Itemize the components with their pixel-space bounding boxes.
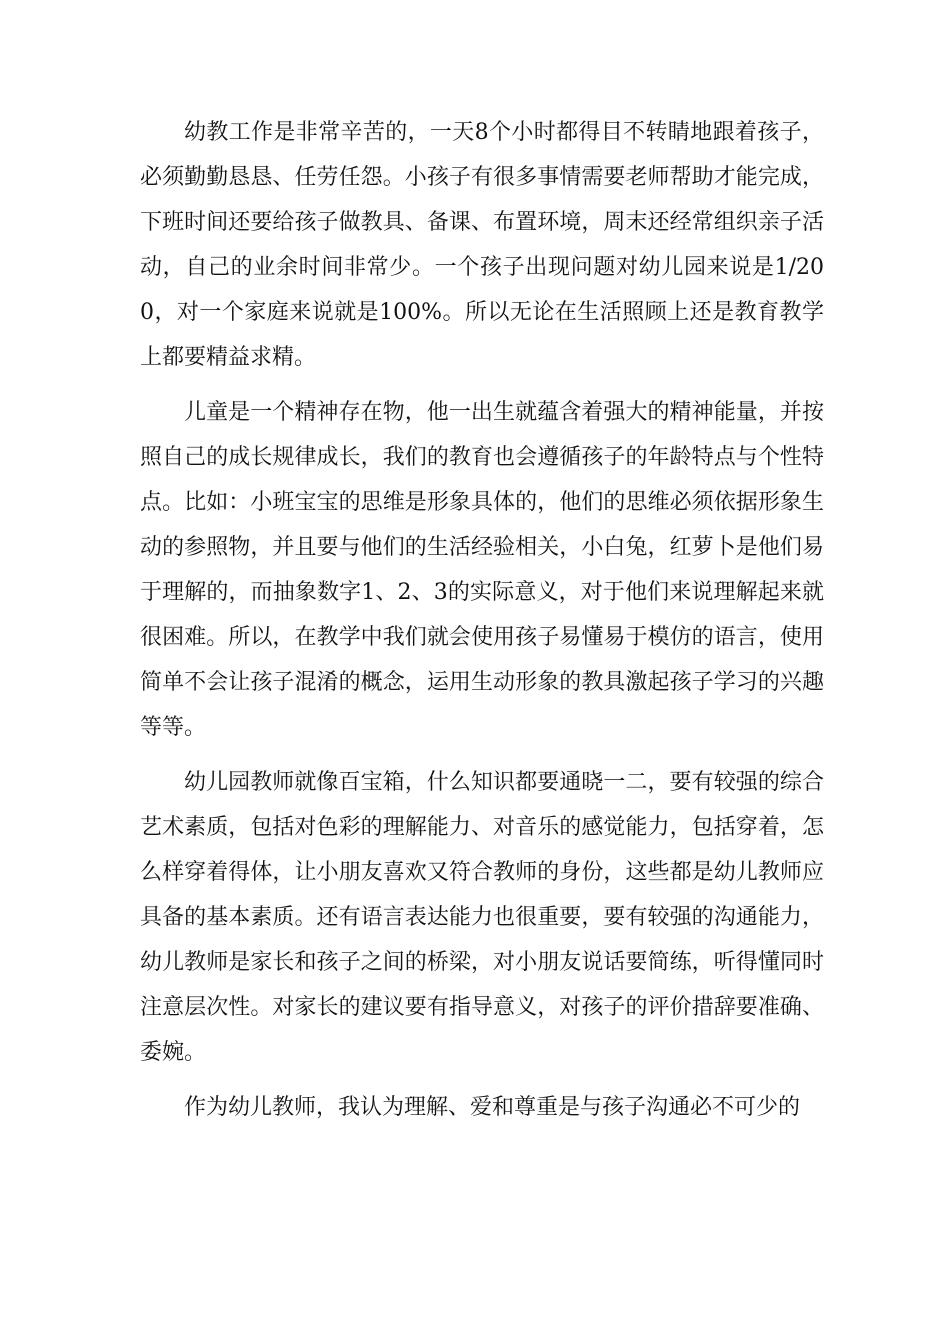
paragraph-2: 儿童是一个精神存在物，他一出生就蕴含着强大的精神能量，并按照自己的成长规律成长，我们的教育也会遵循孩子的年龄特点与个性特点。比如：小班宝宝的思维是形象具体的，他们的思维必须依据形象生动的参照物，并且要与他们的生活经验相关，小白兔，红萝卜是他们易于理解的，而抽象数字1、2、3的实际意义，对于他们来说理解起来就很困难。所以，在教学中我们就会使用孩子易懂易于模仿的语言，使用简单不会让孩子混淆的概念，运用生动形象的教具激起孩子学习的兴趣等等。 — [140, 400, 824, 740]
paragraph-4: 作为幼儿教师，我认为理解、爱和尊重是与孩子沟通必不可少的 — [184, 1095, 801, 1120]
document-body — [140, 110, 824, 1140]
paragraph-1: 幼教工作是非常辛苦的，一天8个小时都得目不转睛地跟着孩子，必须勤勤恳恳、任劳任怨。小孩子有很多事情需要老师帮助才能完成，下班时间还要给孩子做教具、备课、布置环境，周末还经常组织亲子活动，自己的业余时间非常少。一个孩子出现问题对幼儿园来说是1/200，对一个家庭来说就是100%。所以无论在生活照顾上还是教育教学上都要精益求精。 — [140, 120, 824, 370]
paragraph-3: 幼儿园教师就像百宝箱，什么知识都要通晓一二，要有较强的综合艺术素质，包括对色彩的理解能力、对音乐的感觉能力，包括穿着，怎么样穿着得体，让小朋友喜欢又符合教师的身份，这些都是幼儿教师应具备的基本素质。还有语言表达能力也很重要，要有较强的沟通能力，幼儿教师是家长和孩子之间的桥梁，对小朋友说话要简练，听得懂同时注意层次性。对家长的建议要有指导意义，对孩子的评价措辞要准确、委婉。 — [140, 770, 824, 1065]
